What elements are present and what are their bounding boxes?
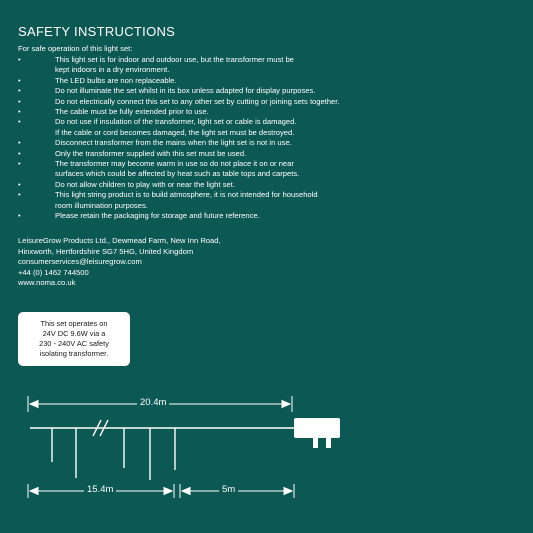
address-line-2: Hinxworth, Hertfordshire SG7 5HG, United Kingdom [18,246,194,256]
bullet-icon: • [18,117,21,127]
bullet-icon: • [18,148,21,158]
instruction-text: Do not allow children to play with or near the light set. [55,179,235,189]
bullet-icon: • [18,86,21,96]
instruction-text: Do not use if insulation of the transformer, light set or cable is damaged. [55,117,297,127]
spec-line: isolating transformer. [39,349,109,358]
lead-length-label: 5m [219,484,238,495]
arrow-head-right [164,488,172,495]
drop-strings [52,428,175,480]
instruction-text: If the cable or cord becomes damaged, the light set must be destroyed. [55,127,295,137]
address-line-1: LeisureGrow Products Ltd., Dewmead Farm, New Inn Road, [18,236,221,245]
cable [30,420,296,436]
instruction-text: The transformer may become warm in use so do not place it on or near [55,159,294,169]
arrow-head-left [30,401,38,408]
instruction-text: This light set is for indoor and outdoor use, but the transformer must be [55,55,294,64]
instruction-text: surfaces which could be affected by heat such as table tops and carpets. [55,169,300,179]
bullet-icon: • [18,75,21,85]
spec-line: 24V DC 9.6W via a [42,329,106,338]
bullet-icon: • [18,211,21,221]
transformer-body [294,418,340,438]
bullet-icon: • [18,107,21,117]
instruction-text: room illumination purposes. [55,200,148,210]
instruction-text: kept indoors in a dry environment. [55,65,170,75]
spec-line: This set operates on [40,319,108,328]
total-length-label: 20.4m [137,397,169,408]
arrow-head-right [282,401,290,408]
bullet-icon: • [18,179,21,189]
instruction-text: The cable must be fully extended prior to use. [55,107,209,117]
instruction-text: Do not illuminate the set whilst in its box unless adapted for display purposes. [55,86,316,96]
bullet-icon: • [18,190,21,200]
page-title: SAFETY INSTRUCTIONS [18,24,176,39]
bullet-icon: • [18,96,21,106]
plug-pin [326,438,331,448]
instruction-text: The LED bulbs are non replaceable. [55,75,177,85]
arrow-head-left [30,488,38,495]
bullet-icon: • [18,55,21,64]
contact-website: www.noma.co.uk [18,278,76,288]
plug-pin [313,438,318,448]
lit-length-label: 15.4m [84,484,116,495]
spec-line: 230 - 240V AC safety [39,339,109,348]
arrow-head-left [182,488,190,495]
contact-email: consumerservices@leisuregrow.com [18,257,142,267]
instruction-text: Only the transformer supplied with this set must be used. [55,148,247,158]
bullet-icon: • [18,138,21,148]
intro-text: For safe operation of this light set: [18,44,133,53]
transformer-icon [294,418,340,448]
bullet-icon: • [18,159,21,169]
instruction-text: Do not electrically connect this set to any other set by cutting or joining sets together. [55,96,340,106]
contact-phone: +44 (0) 1462 744500 [18,267,89,277]
arrow-head-right [284,488,292,495]
instruction-text: Disconnect transformer from the mains when the light set is not in use. [55,138,292,148]
instruction-text: Please retain the packaging for storage and future reference. [55,211,260,221]
instruction-text: This light string product is to build atmosphere, it is not intended for household [55,190,318,200]
